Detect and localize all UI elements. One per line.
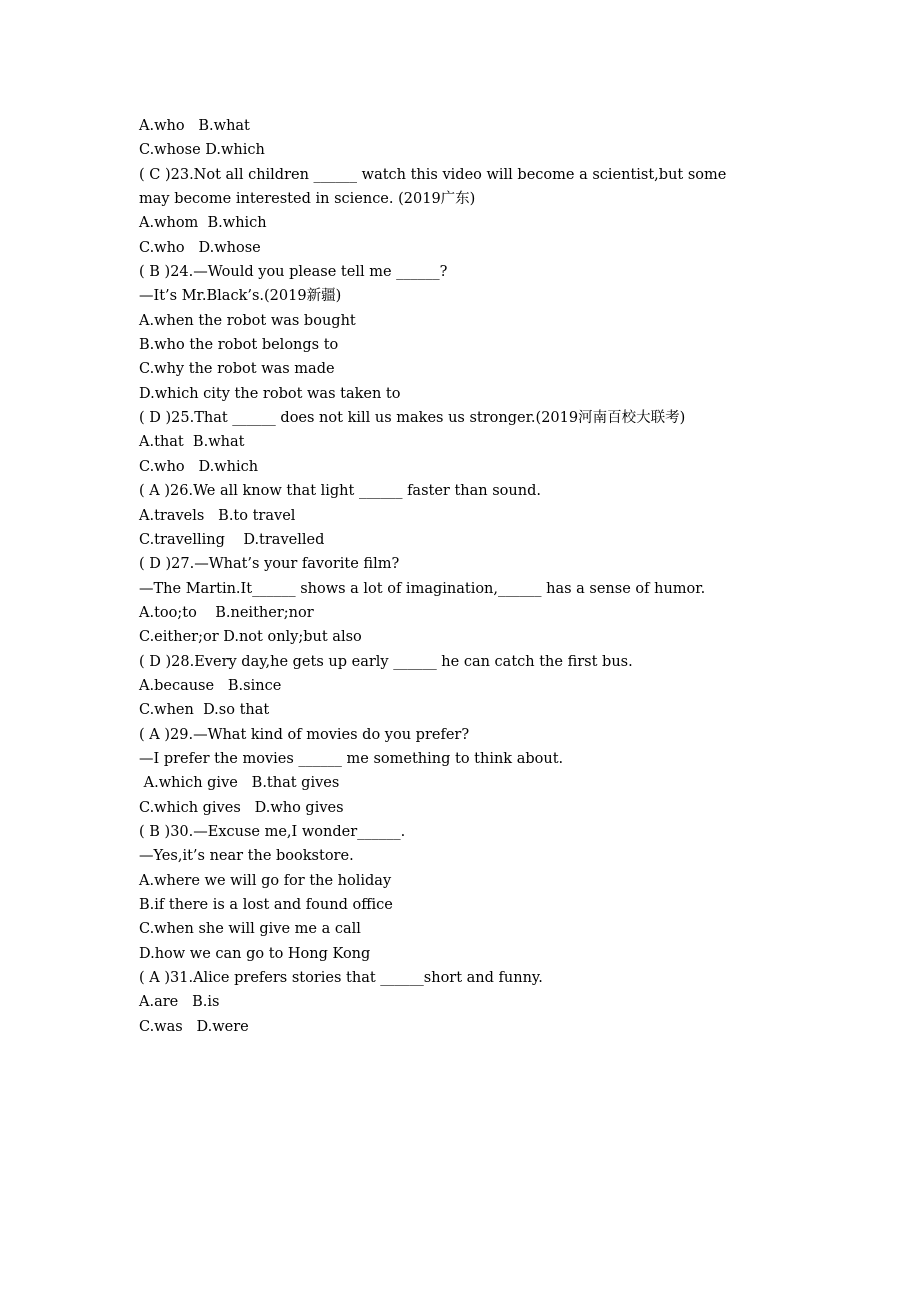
option-line: A.too;to B.neither;nor — [139, 604, 314, 621]
option-line: C.who D.which — [139, 458, 259, 475]
question-30: ( B )30.—Excuse me,I wonder______. — [139, 823, 406, 840]
option-line: A.where we will go for the holiday — [139, 872, 392, 889]
option-line: C.which gives D.who gives — [139, 799, 344, 816]
question-24: ( B )24.—Would you please tell me ______? — [139, 264, 448, 281]
option-line: B.if there is a lost and found office — [139, 897, 393, 913]
option-line: A.whom B.which — [139, 215, 267, 232]
question-31: ( A )31.Alice prefers stories that ______short and funny. — [139, 970, 543, 987]
option-line: A.who B.what — [139, 118, 250, 134]
option-line: C.who D.whose — [139, 239, 261, 256]
option-line: C.when D.so that — [139, 702, 270, 719]
question-23: ( C )23.Not all children ______ watch this video will become a scientist,but some — [139, 166, 727, 183]
option-line: C.either;or D.not only;but also — [139, 629, 362, 646]
question-23-continuation: may become interested in science. (2019广东) — [139, 191, 476, 208]
option-line: A.when the robot was bought — [139, 312, 356, 329]
option-line: C.when she will give me a call — [139, 921, 361, 938]
option-line: D.how we can go to Hong Kong — [139, 945, 371, 962]
option-line: C.travelling D.travelled — [139, 531, 325, 548]
option-line: C.was D.were — [139, 1018, 249, 1035]
question-29: ( A )29.—What kind of movies do you prefer? — [139, 726, 470, 743]
option-line: A.are B.is — [139, 994, 220, 1011]
dialogue-reply: —Yes,it’s near the bookstore. — [139, 848, 354, 865]
option-line: A.because B.since — [139, 677, 282, 694]
dialogue-reply: —It’s Mr.Black’s.(2019新疆) — [139, 288, 342, 305]
option-line: C.why the robot was made — [139, 361, 335, 378]
option-line: B.who the robot belongs to — [139, 337, 339, 354]
option-line: A.that B.what — [139, 434, 245, 451]
dialogue-reply: —I prefer the movies ______ me something to think about. — [139, 750, 564, 767]
option-line: C.whose D.which — [139, 142, 265, 159]
question-25: ( D )25.That ______ does not kill us makes us stronger.(2019河南百校大联考) — [139, 410, 686, 427]
option-line: D.which city the robot was taken to — [139, 385, 401, 402]
option-line: A.which give B.that gives — [139, 775, 340, 792]
question-28: ( D )28.Every day,he gets up early ______ he can catch the first bus. — [139, 653, 633, 670]
dialogue-reply: —The Martin.It______ shows a lot of imagination,______ has a sense of humor. — [139, 580, 706, 597]
option-line: A.travels B.to travel — [139, 507, 296, 524]
question-26: ( A )26.We all know that light ______ faster than sound. — [139, 483, 541, 500]
exercise-content — [139, 114, 799, 1039]
question-27: ( D )27.—What’s your favorite film? — [139, 556, 400, 573]
